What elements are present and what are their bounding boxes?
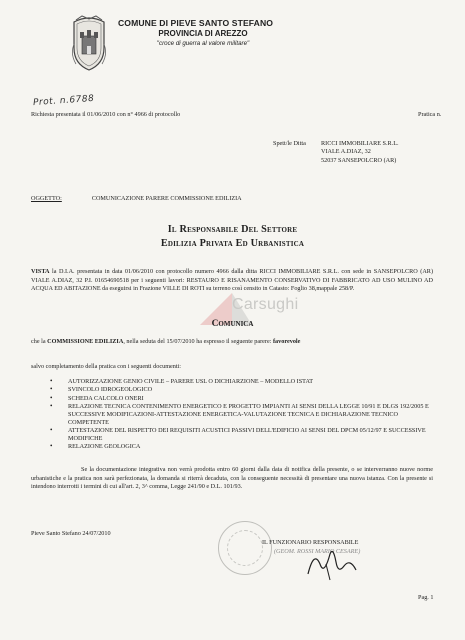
page-number: Pag. 1 [418,594,434,601]
recipient-name: RICCI IMMOBILIARE S.R.L. [321,140,399,147]
recipient-street: VIALE A.DIAZ, 32 [321,148,371,156]
signatory-title: IL FUNZIONARIO RESPONSABILE [262,539,359,546]
parere-pre: che la [31,338,48,345]
list-item: • SVINCOLO IDROGEOLOGICO [50,386,433,394]
pratica-label: Pratica n. [418,111,442,118]
list-item: • SCHEDA CALCOLO ONERI [50,395,433,403]
watermark-text: Carsughi [232,296,299,313]
comune-name: COMUNE DI PIEVE SANTO STEFANO [118,18,274,28]
motto: "croce di guerra al valore militare" [156,40,250,47]
place-date: Pieve Santo Stefano 24/07/2010 [31,530,111,537]
comunica-heading: Comunica [211,319,254,329]
handwritten-signature [300,544,370,582]
title-line-2: Edilizia Privata Ed Urbanistica [160,238,305,249]
oggetto-line [31,195,242,203]
vista-text: la D.I.A. presentata in data 01/06/2010 con protocollo numero 4966 dalla ditta RICCI IMMOBILIARE S.R.L. con sede in SANSEPOLCRO (AR) VIALE A.DIAZ, 32 P.I. 01654690518 per i seguenti lavori: RESTAURO E RISANAMENTO CONSERVATIVO DI FABBRICATO AD USO MULINO AD ACQUA ED ABITAZIONE da eseguirsi in Frazione VILLE DI ROTI su terreno così censito in Catasto: Foglio 38,mappale 258/P. [31,268,433,293]
parere-value: favorevole [273,338,301,345]
handwritten-protocol-note: Prot. n.6788 [32,93,95,109]
title-line-1: Il Responsabile Del Settore [167,224,298,235]
vista-keyword: VISTA [31,268,50,275]
letterhead [118,18,288,47]
official-stamp [218,521,272,575]
oggetto-text: COMUNICAZIONE PARERE COMMISSIONE EDILIZIA [91,195,242,202]
recipient-address [321,140,399,165]
parere-mid: , nella seduta del 15/07/2010 ha espresso il seguente parere: [123,338,273,345]
provincia-name: PROVINCIA DI AREZZO [158,29,248,38]
list-item: • RELAZIONE TECNICA CONTENIMENTO ENERGETICO E PROGETTO IMPIANTI AI SENSI DELLA LEGGE 10/91 E DLGS 192/2005 E SUCCESSIVE MODIFICAZIONI-ATTESTAZIONE ENERGETICA-VALUTAZIONE TECNICA E DICHIARAZIONE TECNICO COMPETENTE [50,403,433,426]
vista-paragraph [31,268,433,294]
salvo-line: salvo completamento della pratica con i seguenti documenti: [31,363,181,370]
signatory-name: (GEOM. ROSSI MARIO CESARE) [274,548,361,555]
list-item: • ATTESTAZIONE DEL RISPETTO DEI REQUISITI ACUSTICI PASSIVI DELL'EDIFICIO AI SENSI DEL DPCM 05/12/97 E SUCCESSIVE MODIFICHE [50,427,433,443]
list-item: • RELAZIONE GEOLOGICA [50,443,433,451]
list-item: • AUTORIZZAZIONE GENIO CIVILE – PARERE USL O DICHIARZIONE – MODELLO ISTAT [50,378,433,386]
recipient-label: Spett/le Ditta [273,140,306,147]
richiesta-line: Richiesta presentata il 01/06/2010 con n° 4966 di protocollo [31,111,181,118]
oggetto-label: OGGETTO: [31,195,62,202]
conditions-paragraph: Se la documentazione integrativa non verrà prodotta entro 60 giorni dalla data di notifica della presente, o se interverranno nuove norme urbanistiche e la pratica non sarà perfezionata, la domanda si riterrà decaduta, con la conseguente necessità di presentare una nuova istanza. Con la presente si intendono interrotti i termini di cui all'art. 2, 3^ comma, Legge 241/90 e D.L. 101/93. [31,466,433,491]
recipient-city: 52037 SANSEPOLCRO (AR) [321,156,397,164]
parere-line [31,338,300,346]
municipal-crest-logo [70,14,108,72]
documents-list [50,378,433,452]
commissione-label: COMMISSIONE EDILIZIA [47,338,124,345]
